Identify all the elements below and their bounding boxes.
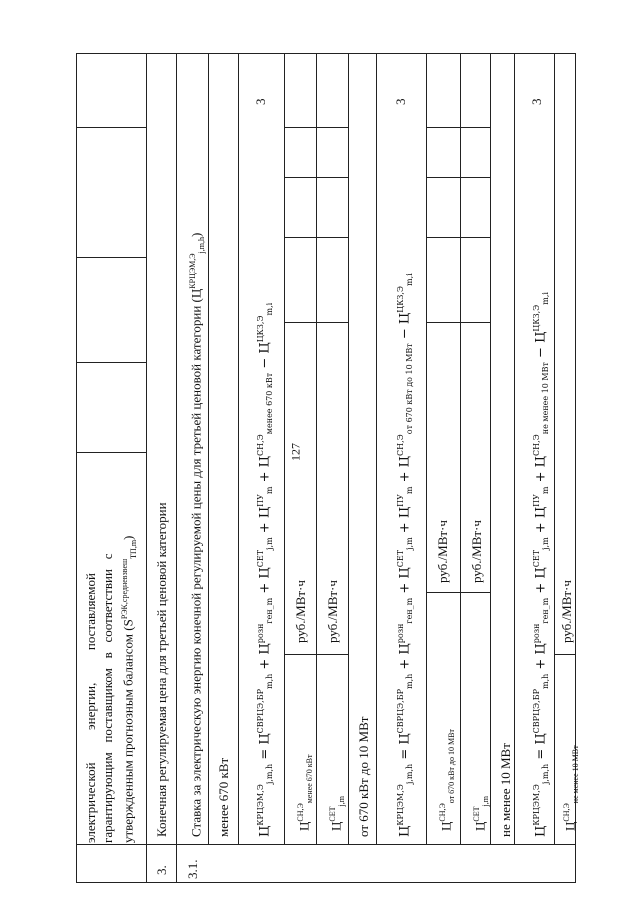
col-divider-c bbox=[284, 177, 348, 178]
block1-label: менее 670 кВт bbox=[216, 757, 231, 837]
block1-note: 3 bbox=[253, 98, 268, 105]
page-number: 127 bbox=[288, 443, 303, 461]
block2-label: от 670 кВт до 10 МВт bbox=[356, 716, 371, 837]
col-divider-a bbox=[284, 322, 348, 323]
block2-sub2-symbol: $Ц^{СЕТ}_{j,m}$ bbox=[472, 796, 490, 831]
col-divider-g bbox=[426, 177, 490, 178]
col-divider-f bbox=[426, 237, 490, 238]
col-divider-symbol-1 bbox=[284, 654, 348, 655]
subsection-title: Ставка за электрическую энергию конечной регулируемой цены для третьей ценовой категории $(Ц^{КРЦЭМ,Э}_{j,m,h})$ bbox=[188, 232, 206, 837]
col-divider-d bbox=[284, 127, 348, 128]
continuation-line-2: гарантирующим поставщиком в соответствии с bbox=[100, 553, 115, 843]
block2-formula: $Ц^{КРЦЭМ,Э}_{j,m,h} = Ц^{СВРЦЭ,БР}_{m,h} + Ц^{розн}_{ген\_m} + Ц^{СЕТ}_{j,m} + Ц^{ПУ}_m + Ц^{СН,Э}_{от 670 кВт до 10 МВт} - Ц^{ЦКЗ,Э}_{m,i}$ bbox=[396, 273, 414, 837]
block2-sub1-symbol: $Ц^{СН,Э}_{от 670 кВт до 10 МВт}$ bbox=[438, 729, 456, 831]
block3-formula: $Ц^{КРЦЭМ,Э}_{j,m,h} = Ц^{СВРЦЭ,БР}_{m,h} + Ц^{розн}_{ген\_m} + Ц^{СЕТ}_{j,m} + Ц^{ПУ}_m + Ц^{СН,Э}_{не менее 10 МВт} - Ц^{ЦКЗ,Э}_{m,i}$ bbox=[532, 292, 550, 837]
block3-label: не менее 10 МВт bbox=[498, 743, 513, 837]
continuation-line-1: электрической энергии, поставляемой bbox=[83, 573, 98, 843]
col-divider-r0d bbox=[76, 127, 146, 128]
block3-sub1-unit: руб./МВт·ч bbox=[559, 580, 574, 643]
section-number: 3. bbox=[154, 865, 169, 875]
block1-sub2-symbol: $Ц^{СЕТ}_{j,m}$ bbox=[328, 796, 346, 831]
block1-sub1-symbol: $Ц^{СН,Э}_{менее 670 кВт}$ bbox=[296, 754, 314, 831]
block3-note: 3 bbox=[529, 98, 544, 105]
section-title: Конечная регулируемая цена для третьей ценовой категории bbox=[154, 502, 169, 837]
block1-sub1-unit: руб./МВт·ч bbox=[293, 580, 308, 643]
block2-sub2-unit: руб./МВт·ч bbox=[469, 520, 484, 583]
col-divider-r0b bbox=[76, 362, 146, 363]
rotated-table bbox=[76, 53, 580, 883]
col-divider-b bbox=[284, 237, 348, 238]
block2-sub1-unit: руб./МВт·ч bbox=[435, 520, 450, 583]
col-divider-r0c bbox=[76, 257, 146, 258]
col-divider-e bbox=[426, 322, 490, 323]
col-divider-symbol-2 bbox=[426, 592, 490, 593]
subsection-number: 3.1. bbox=[185, 859, 200, 879]
continuation-text bbox=[82, 453, 142, 843]
col-divider-num bbox=[76, 844, 576, 845]
block1-sub2-unit: руб./МВт·ч bbox=[325, 580, 340, 643]
continuation-line-3: утвержденным прогнозным балансом $(S^{РЭК,средневзвеш}_{ТП,m})$ bbox=[120, 535, 138, 843]
block2-note: 3 bbox=[393, 98, 408, 105]
col-divider-symbol-3 bbox=[554, 654, 576, 655]
block1-formula: $Ц^{КРЦЭМ,Э}_{j,m,h} = Ц^{СВРЦЭ,БР}_{m,h} + Ц^{розн}_{ген\_m} + Ц^{СЕТ}_{j,m} + Ц^{ПУ}_m + Ц^{СН,Э}_{менее 670 кВт} - Ц^{ЦКЗ,Э}_{m,i}$ bbox=[256, 302, 274, 837]
block3-sub1-symbol: $Ц^{СН,Э}_{не менее 10 МВт}$ bbox=[562, 745, 580, 831]
col-divider-h bbox=[426, 127, 490, 128]
col-divider-r0a bbox=[76, 452, 146, 453]
